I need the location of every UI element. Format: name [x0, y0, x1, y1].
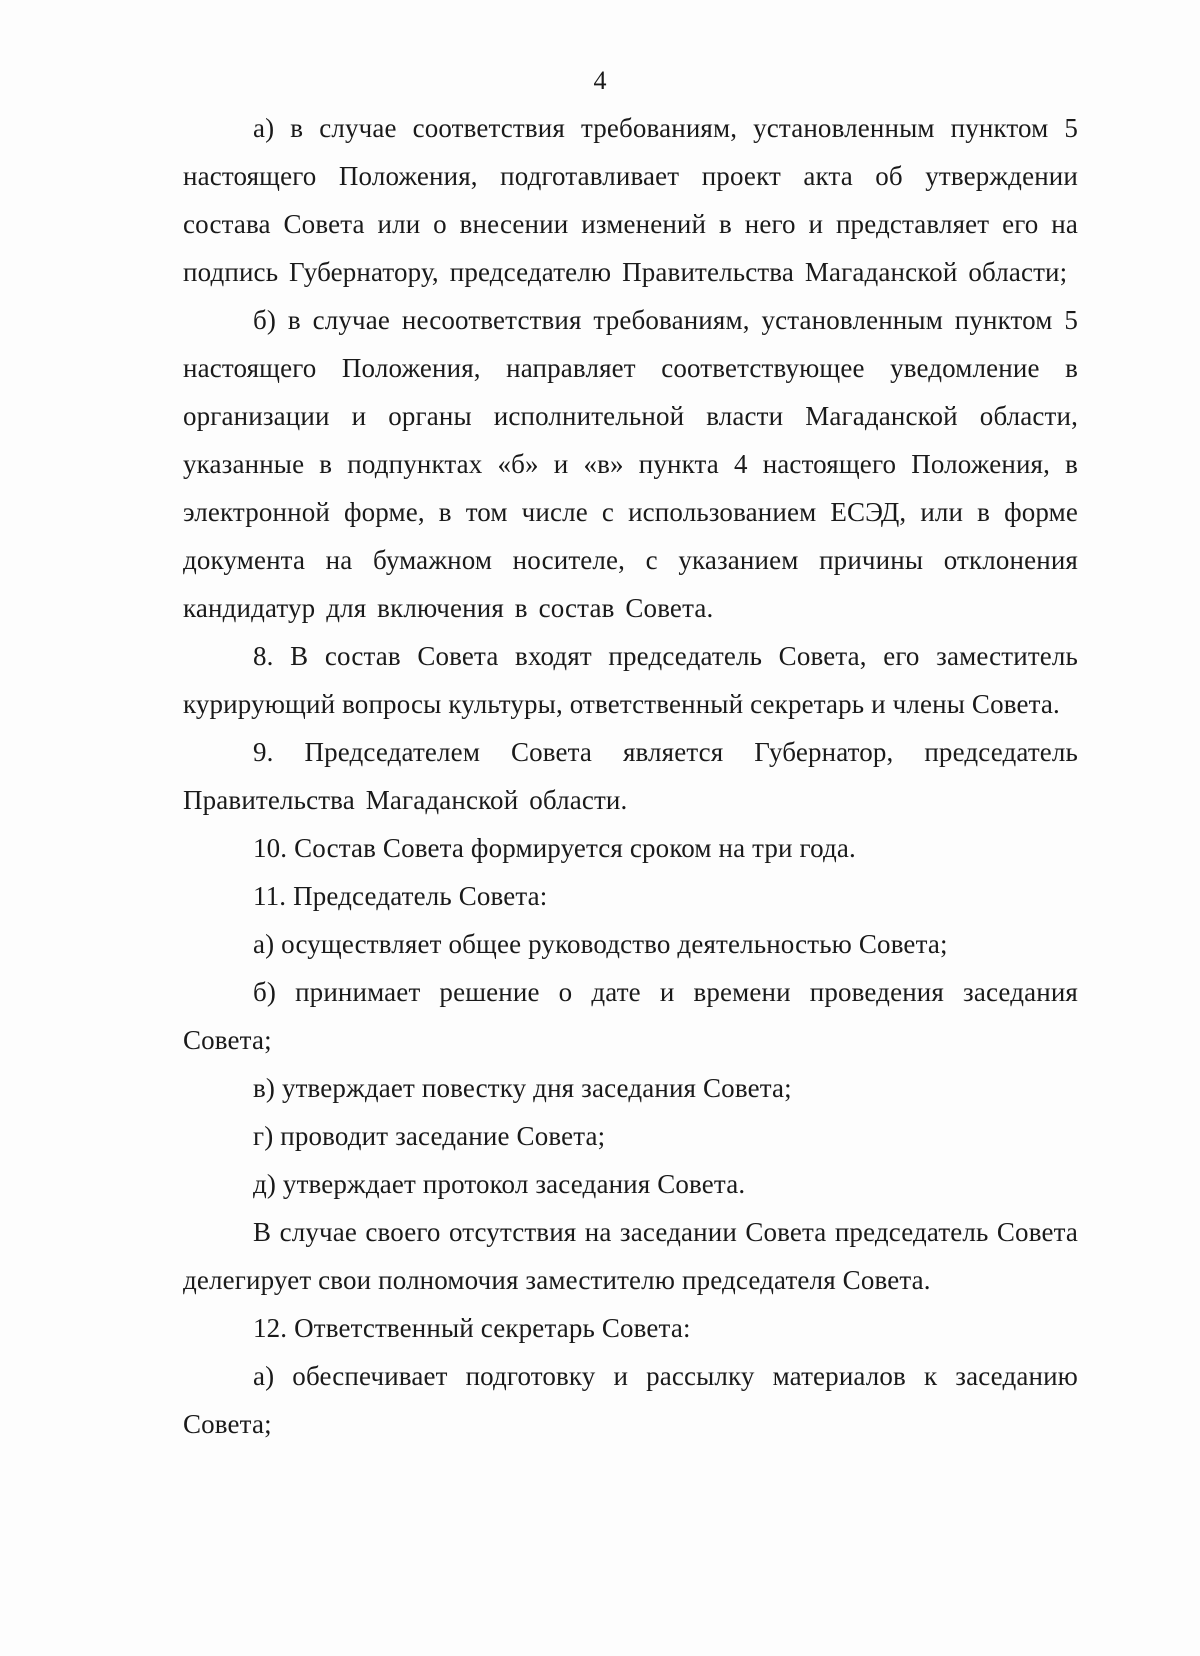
paragraph-11-note: В случае своего отсутствия на заседании Совета председатель Совета делегирует свои полномочия заместителю председателя Совета.: [183, 1217, 1078, 1295]
document-body: [183, 104, 1078, 1448]
paragraph-11e: д) утверждает протокол заседания Совета.: [253, 1169, 746, 1199]
paragraph-7a: а) в случае соответствия требованиям, установленным пунктом 5 настоящего Положения, подготавливает проект акта об утверждении состава Совета или о внесении изменений в него и представляет его на подпись Губернатору, председателю Правительства Магаданской области;: [183, 113, 1078, 287]
page-number: 4: [593, 66, 607, 95]
paragraph-10: 10. Состав Совета формируется сроком на три года.: [253, 833, 856, 863]
paragraph-8: 8. В состав Совета входят председатель Совета, его заместитель курирующий вопросы культуры, ответственный секретарь и члены Совета.: [183, 641, 1078, 719]
paragraph-9: 9. Председателем Совета является Губернатор, председатель Правительства Магаданской области.: [183, 737, 1078, 815]
paragraph-11c: в) утверждает повестку дня заседания Совета;: [253, 1073, 792, 1103]
paragraph-11: 11. Председатель Совета:: [253, 881, 548, 911]
paragraph-12a: а) обеспечивает подготовку и рассылку материалов к заседанию Совета;: [183, 1361, 1078, 1439]
paragraph-7b: б) в случае несоответствия требованиям, установленным пунктом 5 настоящего Положения, направляет соответствующее уведомление в организации и органы исполнительной власти Магаданской области, указанные в подпунктах «б» и «в» пункта 4 настоящего Положения, в электронной форме, в том числе с использованием ЕСЭД, или в форме документа на бумажном носителе, с указанием причины отклонения кандидатур для включения в состав Совета.: [183, 305, 1078, 623]
paragraph-12: 12. Ответственный секретарь Совета:: [253, 1313, 691, 1343]
paragraph-11b: б) принимает решение о дате и времени проведения заседания Совета;: [183, 977, 1078, 1055]
paragraph-11a: а) осуществляет общее руководство деятельностью Совета;: [253, 929, 948, 959]
paragraph-11d: г) проводит заседание Совета;: [253, 1121, 606, 1151]
